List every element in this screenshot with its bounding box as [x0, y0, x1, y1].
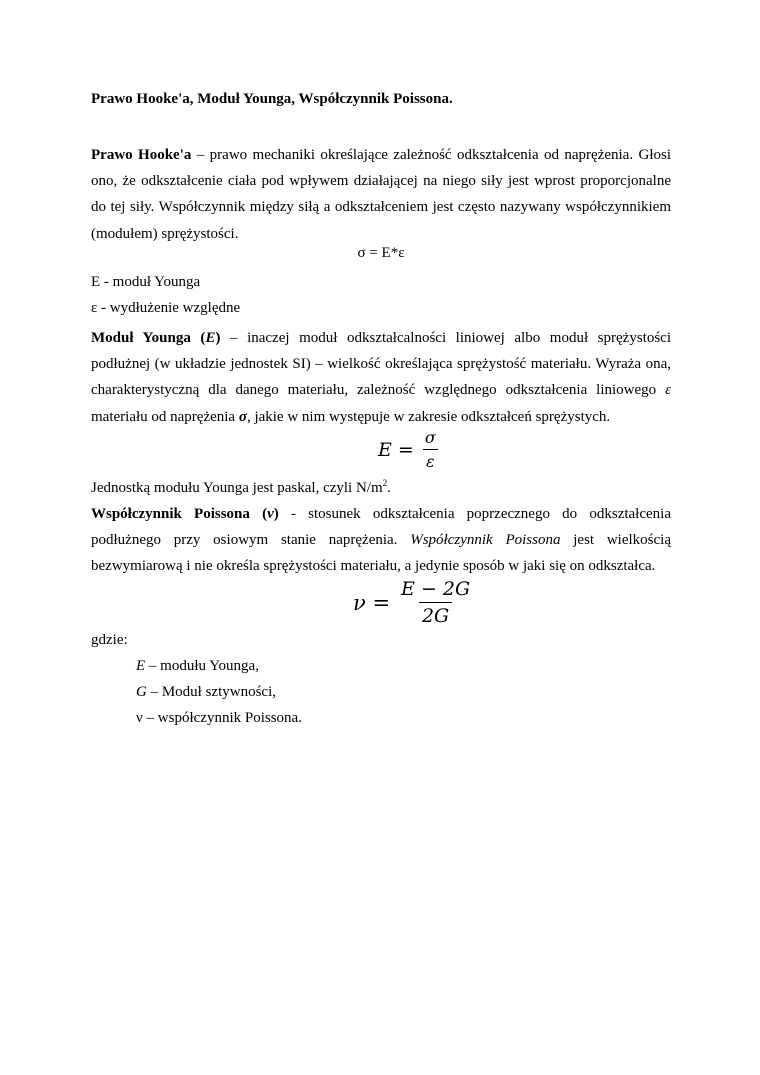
young-symbol: E [205, 330, 216, 346]
def-elongation: ε - wydłużenie względne [91, 300, 241, 316]
hooke-paragraph [91, 142, 671, 247]
young-formula-lhs: E = [378, 438, 414, 461]
poisson-formula [353, 578, 473, 627]
young-formula-fraction [422, 428, 439, 471]
young-unit-line: Jednostką modułu Younga jest paskal, czyli $N/m^2$. [91, 478, 391, 496]
young-formula [378, 428, 439, 471]
hooke-formula: σ = E*ε [357, 245, 405, 261]
def-item: G – Moduł sztywności, [136, 684, 277, 700]
young-formula-numerator: σ [424, 428, 436, 447]
def-item: ν – współczynnik Poissona. [136, 710, 302, 726]
where-label: gdzie: [91, 632, 128, 648]
poisson-formula-fraction [398, 578, 473, 627]
hooke-text: – prawo mechaniki określające zależność odkształcenia od naprężenia. Głosi ono, że odkształcenie ciała pod wpływem działającej na niego siły jest wprost proporcjonalne do tej siły. Współczynnik między siłą a odkształceniem jest często nazywany współczynnikiem (modułem) sprężystości. [91, 147, 671, 242]
page-title: Prawo Hooke'a, Moduł Younga, Współczynnik Poissona. [91, 91, 453, 107]
def-item: E – modułu Younga, [136, 658, 259, 674]
poisson-term: Współczynnik Poissona [91, 506, 250, 522]
poisson-formula-denominator: 2G [419, 602, 452, 627]
poisson-formula-numerator: E − 2G [401, 578, 471, 600]
def-young-modulus: E - moduł Younga [91, 274, 201, 290]
hooke-term: Prawo Hooke'a [91, 147, 192, 163]
young-term: Moduł Younga [91, 330, 191, 346]
young-paragraph: Moduł Younga (E) – inaczej moduł odkształcalności liniowej albo moduł sprężystości podłużnej (w układzie jednostek SI) – wielkość określająca sprężystość materiału. Wyraża ona, charakterystyczną dla danego materiału, zależność względnego odkształcenia liniowego ε materiału od naprężenia σ, jakie w nim występuje w zakresie odkształceń sprężystych. [91, 330, 671, 425]
poisson-symbol: ν [267, 506, 274, 522]
poisson-paragraph: Współczynnik Poissona (ν) - stosunek odkształcenia poprzecznego do odkształcenia podłużnego przy osiowym stanie naprężenia. Współczynnik Poissona jest wielkością bezwymiarową i nie określa sprężystości materiału, a jedynie sposób w jaki się on odkształca. [91, 506, 671, 575]
young-formula-denominator: ε [423, 449, 438, 471]
poisson-formula-lhs: ν = [353, 590, 391, 615]
